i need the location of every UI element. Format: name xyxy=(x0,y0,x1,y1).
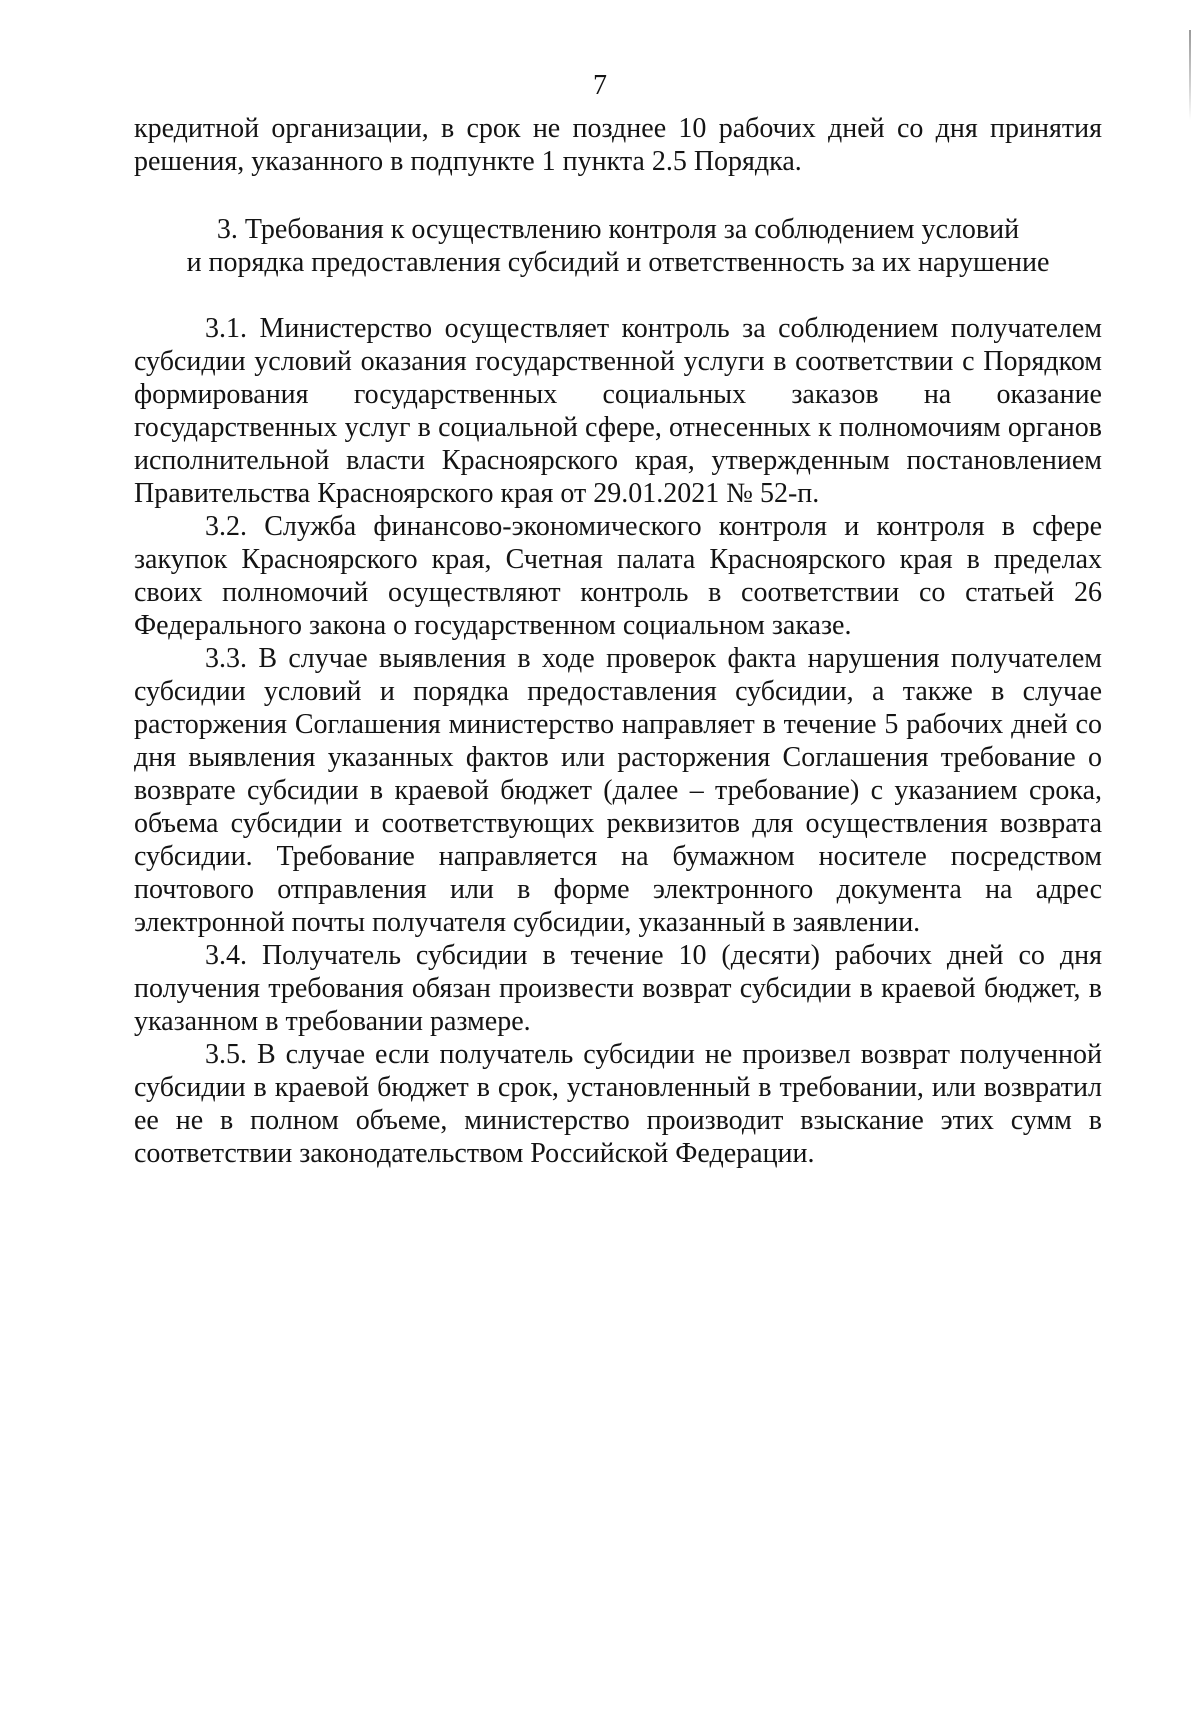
page-number: 7 xyxy=(593,70,607,101)
clause-3-3: 3.3. В случае выявления в ходе проверок факта нарушения получателем субсидии условий и порядка предоставления субсидии, а также в случае расторжения Соглашения министерство направляет в течение 5 рабочих дней со дня выявления указанных фактов или расторжения Соглашения требование о возврате субсидии в краевой бюджет (далее – требование) с указанием срока, объема субсидии и соответствующих реквизитов для осуществления возврата субсидии. Требование направляется на бумажном носителе посредством почтового отправления или в форме электронного документа на адрес электронной почты получателя субсидии, указанный в заявлении. xyxy=(134,643,1102,938)
clause-3-5: 3.5. В случае если получатель субсидии не произвел возврат полученной субсидии в краевой бюджет в срок, установленный в требовании, или возвратил ее не в полном объеме, министерство производит взыскание этих сумм в соответствии законодательством Российской Федерации. xyxy=(134,1039,1102,1169)
document-body xyxy=(134,112,1102,1170)
clause-3-4: 3.4. Получатель субсидии в течение 10 (десяти) рабочих дней со дня получения требования обязан произвести возврат субсидии в краевой бюджет, в указанном в требовании размере. xyxy=(134,940,1102,1037)
section-heading-line-2: и порядка предоставления субсидий и ответственность за их нарушение xyxy=(186,247,1050,278)
clause-3-1: 3.1. Министерство осуществляет контроль за соблюдением получателем субсидии условий оказания государственной услуги в соответствии с Порядком формирования государственных социальных заказов на оказание государственных услуг в социальной сфере, отнесенных к полномочиям органов исполнительной власти Красноярского края, утвержденным постановлением Правительства Красноярского края от 29.01.2021 № 52-п. xyxy=(134,313,1102,509)
section-heading xyxy=(134,213,1102,279)
clause-3-2: 3.2. Служба финансово-экономического контроля и контроля в сфере закупок Красноярского края, Счетная палата Красноярского края в пределах своих полномочий осуществляют контроль в соответствии со статьей 26 Федерального закона о государственном социальном заказе. xyxy=(134,511,1102,641)
continuation-paragraph: кредитной организации, в срок не позднее 10 рабочих дней со дня принятия решения, указанного в подпункте 1 пункта 2.5 Порядка. xyxy=(134,113,1102,177)
section-heading-line-1: 3. Требования к осуществлению контроля за соблюдением условий xyxy=(216,214,1020,245)
